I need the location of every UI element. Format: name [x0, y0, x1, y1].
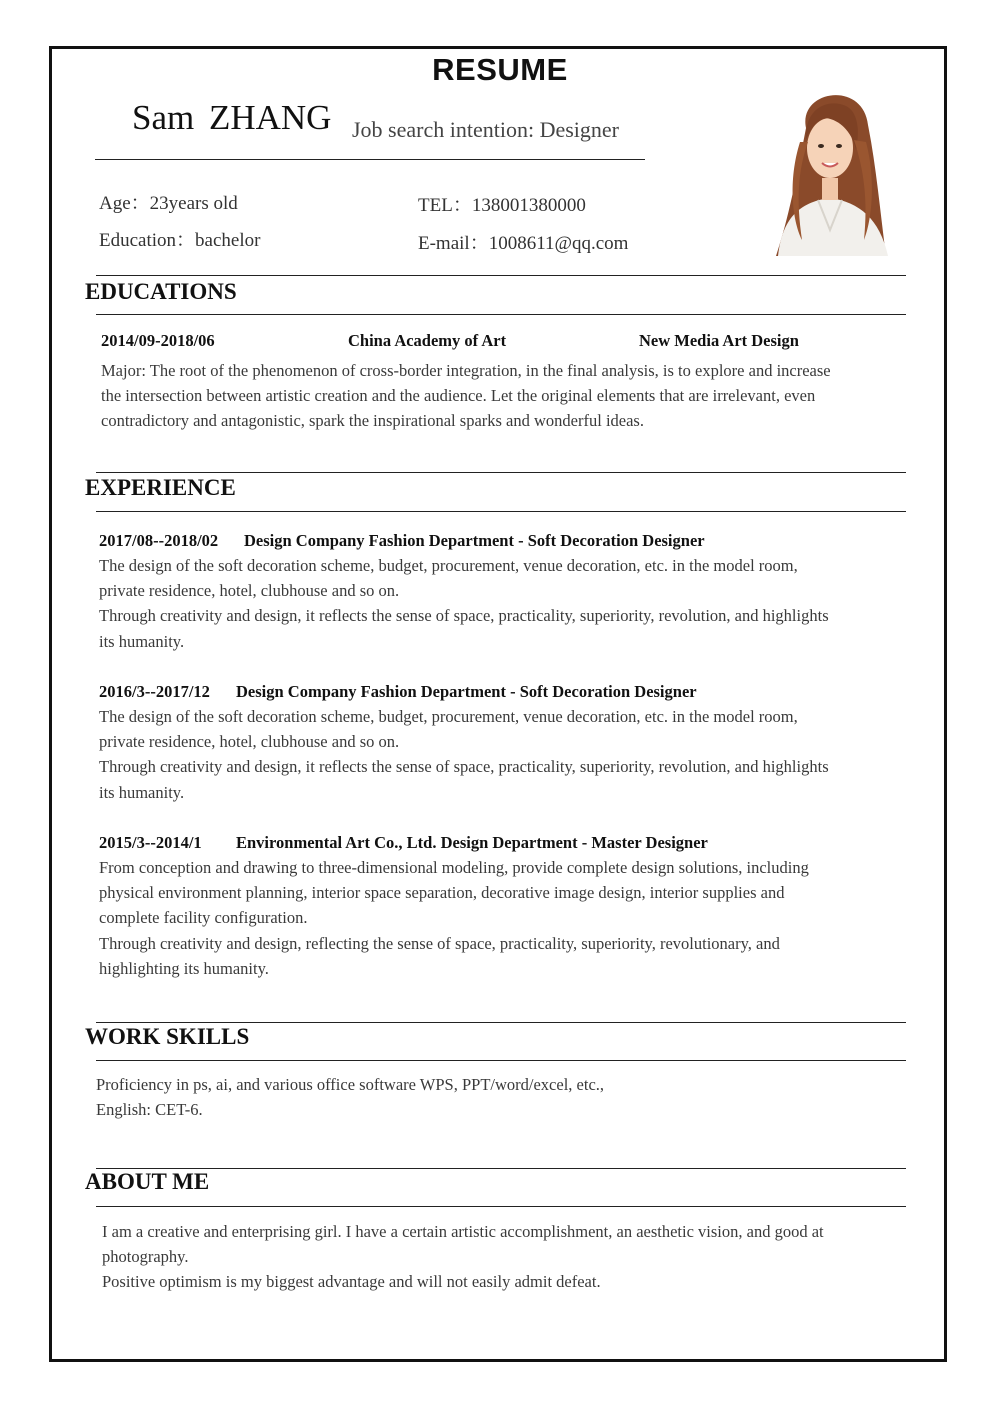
- candidate-name: Sam ZHANG: [132, 98, 332, 137]
- section-rule-bottom: [96, 511, 906, 512]
- education-description-line: the intersection between artistic creation and the audience. Let the original elements that are irrelevant, even: [101, 386, 816, 406]
- section-rule-bottom: [96, 1060, 906, 1061]
- about-text: [102, 1219, 824, 1295]
- experience-role: Environmental Art Co., Ltd. Design Department - Master Designer: [236, 833, 708, 852]
- section-rule-top: [96, 1022, 906, 1023]
- experience-line: complete facility configuration.: [99, 908, 308, 928]
- experience-line: physical environment planning, interior space separation, decorative image design, interior supplies and: [99, 883, 785, 903]
- age-info: Age：23years old: [99, 193, 238, 214]
- section-title-educations: EDUCATIONS: [85, 279, 237, 304]
- experience-line: Through creativity and design, it reflects the sense of space, practicality, superiority, revolution, and highlights: [99, 606, 829, 626]
- experience-line: private residence, hotel, clubhouse and so on.: [99, 732, 400, 752]
- job-intention: Job search intention: Designer: [352, 117, 619, 142]
- education-major: New Media Art Design: [639, 331, 799, 350]
- experience-line: its humanity.: [99, 631, 185, 651]
- section-rule-bottom: [96, 1206, 906, 1207]
- about-line: I am a creative and enterprising girl. I have a certain artistic accomplishment, an aesthetic vision, and good at: [102, 1222, 824, 1241]
- experience-line: Through creativity and design, reflecting the sense of space, practicality, superiority, revolutionary, and: [99, 933, 780, 953]
- education-description-line: Major: The root of the phenomenon of cross-border integration, in the final analysis, is to explore and increase: [101, 361, 831, 380]
- email-info: E-mail：1008611@qq.com: [418, 233, 629, 254]
- skills-list: [96, 1072, 604, 1122]
- profile-photo-illustration: [768, 70, 895, 256]
- education-description: [101, 358, 831, 434]
- experience-date: 2017/08--2018/02: [99, 531, 219, 550]
- education-info: Education：bachelor: [99, 230, 261, 251]
- education-description-line: contradictory and antagonistic, spark the inspirational sparks and wonderful ideas.: [101, 411, 644, 431]
- experience-role: Design Company Fashion Department - Soft Decoration Designer: [244, 531, 705, 550]
- experience-line: private residence, hotel, clubhouse and so on.: [99, 581, 400, 601]
- experience-line: The design of the soft decoration scheme, budget, procurement, venue decoration, etc. in the model room,: [99, 556, 798, 575]
- about-line: photography.: [102, 1247, 189, 1267]
- resume-title: RESUME: [432, 52, 568, 87]
- tel-info: TEL：138001380000: [418, 195, 586, 216]
- experience-line: its humanity.: [99, 782, 185, 802]
- experience-line: From conception and drawing to three-dimensional modeling, provide complete design solutions, including: [99, 858, 809, 877]
- experience-date: 2016/3--2017/12: [99, 682, 210, 701]
- section-rule-top: [96, 472, 906, 473]
- skill-line: English: CET-6.: [96, 1100, 203, 1120]
- experience-date: 2015/3--2014/1: [99, 833, 202, 852]
- experience-line: The design of the soft decoration scheme, budget, procurement, venue decoration, etc. in the model room,: [99, 707, 798, 726]
- experience-description: [99, 704, 829, 805]
- experience-role: Design Company Fashion Department - Soft Decoration Designer: [236, 682, 697, 701]
- section-title-about: ABOUT ME: [85, 1169, 210, 1194]
- education-school: China Academy of Art: [348, 331, 507, 350]
- experience-line: highlighting its humanity.: [99, 958, 269, 978]
- profile-photo: [768, 70, 895, 256]
- section-rule-top: [96, 275, 906, 276]
- experience-description: [99, 855, 809, 981]
- education-date: 2014/09-2018/06: [101, 331, 215, 350]
- section-rule-top: [96, 1168, 906, 1169]
- about-line: Positive optimism is my biggest advantage and will not easily admit defeat.: [102, 1272, 601, 1292]
- section-rule-bottom: [96, 314, 906, 315]
- section-title-skills: WORK SKILLS: [85, 1024, 250, 1049]
- experience-description: [99, 553, 829, 654]
- experience-line: Through creativity and design, it reflects the sense of space, practicality, superiority, revolution, and highlights: [99, 757, 829, 777]
- skill-line: Proficiency in ps, ai, and various office software WPS, PPT/word/excel, etc.,: [96, 1075, 605, 1094]
- name-underline: [95, 159, 645, 160]
- section-title-experience: EXPERIENCE: [85, 475, 236, 500]
